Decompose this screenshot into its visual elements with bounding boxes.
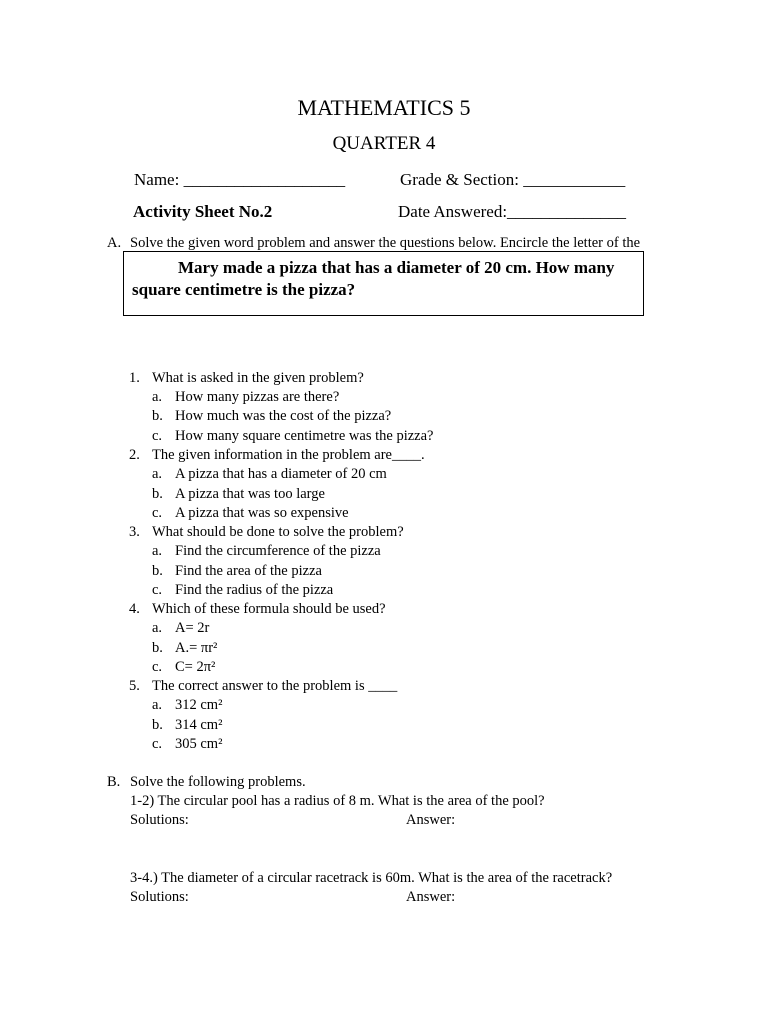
option-letter[interactable]: b.: [152, 408, 163, 424]
option-letter[interactable]: a.: [152, 543, 163, 559]
option-letter[interactable]: c.: [152, 736, 163, 752]
grade-section-field: Grade & Section: ____________: [400, 170, 626, 189]
solutions-label: Solutions:: [130, 812, 189, 828]
question-text: The given information in the problem are____.: [152, 447, 425, 463]
option-letter[interactable]: a.: [152, 466, 163, 482]
option-letter[interactable]: b.: [152, 717, 163, 733]
part-a-letter: A.: [107, 235, 122, 251]
option-letter[interactable]: c.: [152, 505, 163, 521]
problem-1-text: 1-2) The circular pool has a radius of 8 m. What is the area of the pool?: [130, 793, 545, 809]
option-text: 305 cm²: [175, 736, 223, 752]
option-letter[interactable]: b.: [152, 486, 163, 502]
question-text: Which of these formula should be used?: [152, 601, 386, 617]
option-text: A.= πr²: [175, 640, 218, 656]
option-text: How much was the cost of the pizza?: [175, 408, 392, 424]
activity-sheet-label: Activity Sheet No.2: [133, 202, 273, 221]
option-letter[interactable]: b.: [152, 640, 163, 656]
option-letter[interactable]: c.: [152, 428, 163, 444]
page-subtitle: QUARTER 4: [332, 133, 436, 154]
option-text: How many square centimetre was the pizza?: [175, 428, 434, 444]
option-letter[interactable]: a.: [152, 697, 163, 713]
problem-2-text: 3-4.) The diameter of a circular racetrack is 60m. What is the area of the racetrack?: [130, 870, 613, 886]
solutions-label: Solutions:: [130, 889, 189, 905]
question-number: 1.: [129, 370, 140, 386]
question-number: 3.: [129, 524, 140, 540]
part-b-instruction: Solve the following problems.: [130, 774, 306, 790]
option-text: A= 2r: [175, 620, 210, 636]
problem-box: [123, 251, 644, 316]
question-text: What should be done to solve the problem?: [152, 524, 404, 540]
option-letter[interactable]: c.: [152, 582, 163, 598]
option-text: 312 cm²: [175, 697, 223, 713]
answer-label: Answer:: [406, 889, 456, 905]
option-text: Find the circumference of the pizza: [175, 543, 381, 559]
name-field: Name: ___________________: [134, 170, 346, 189]
option-letter[interactable]: b.: [152, 563, 163, 579]
answer-label: Answer:: [406, 812, 456, 828]
page-title: MATHEMATICS 5: [297, 95, 471, 120]
option-text: Find the radius of the pizza: [175, 582, 334, 598]
part-a-instruction: Solve the given word problem and answer the questions below. Encircle the letter of the: [130, 235, 641, 251]
question-number: 4.: [129, 601, 140, 617]
option-text: A pizza that was so expensive: [175, 505, 349, 521]
option-letter[interactable]: a.: [152, 620, 163, 636]
question-text: The correct answer to the problem is ____: [152, 678, 398, 694]
option-text: A pizza that was too large: [175, 486, 325, 502]
part-b-letter: B.: [107, 774, 121, 790]
question-number: 5.: [129, 678, 140, 694]
question-text: What is asked in the given problem?: [152, 370, 364, 386]
option-text: 314 cm²: [175, 717, 223, 733]
option-letter[interactable]: c.: [152, 659, 163, 675]
option-text: How many pizzas are there?: [175, 389, 340, 405]
question-number: 2.: [129, 447, 140, 463]
option-text: A pizza that has a diameter of 20 cm: [175, 466, 387, 482]
problem-statement: Mary made a pizza that has a diameter of 20 cm. How many square centimetre is the pizza?: [132, 258, 615, 299]
date-answered-field: Date Answered:______________: [398, 202, 627, 221]
option-text: Find the area of the pizza: [175, 563, 322, 579]
option-letter[interactable]: a.: [152, 389, 163, 405]
option-text: C= 2π²: [175, 659, 216, 675]
